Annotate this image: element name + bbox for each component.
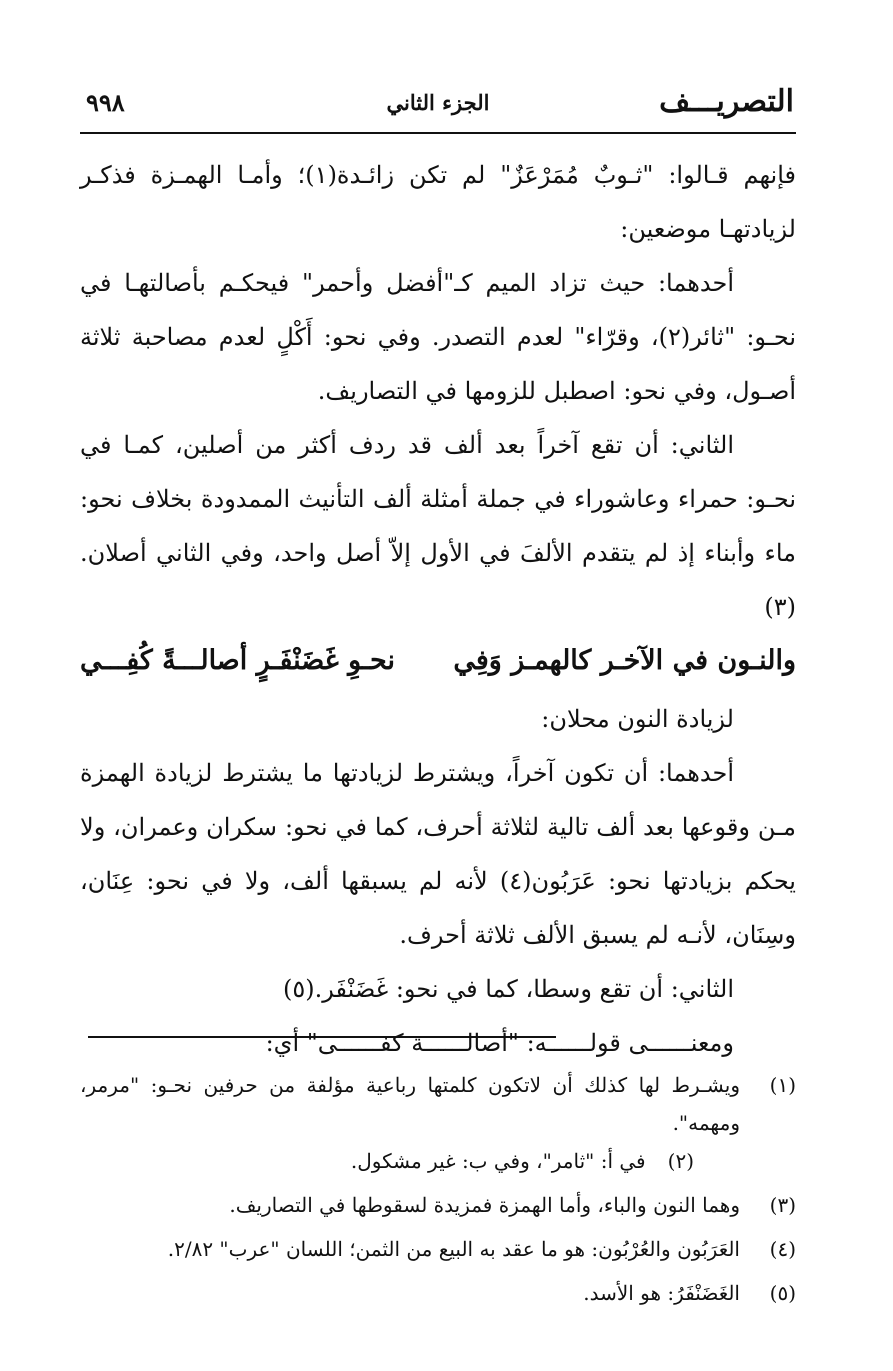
footnote-4 [80,1230,796,1268]
footnote-text: في أ: "ثامر"، وفي ب: غير مشكول. [350,1149,646,1173]
footnote-text: وهما النون والباء، وأما الهمزة فمزيدة لسقوطها في التصاريف. [229,1193,740,1217]
paragraph-3: الثاني: أن تقع آخراً بعد ألف قد ردف أكثر من أصلين، كمـا في نحـو: حمراء وعاشوراء في جملة أمثلة ألف التأنيث الممدودة بخلاف نحو: ماء وأبناء إذ لم يتقدم الألفَ في الأول إلاّ أصل واحد، وفي الثاني أصلان.(٣) [80,431,796,621]
footnote-number: (٣) [769,1193,796,1217]
footnotes [80,1066,796,1318]
footnote-text: العَرَبُون والعُرْبُون: هو ما عقد به البيع من الثمن؛ اللسان "عرب" ٢/٨٢. [167,1237,740,1261]
page-number: ٩٩٨ [86,88,125,117]
verse-first-hemistich: والنـون في الآخـر كالهمـز وَفِي [453,645,796,676]
volume-label: الجزء الثاني [386,90,490,115]
footnote-1 [80,1066,796,1180]
verse-second-hemistich: نحـوِ غَضَنْفَـرٍ أصالـــةً كُفِـــي [80,645,395,676]
footnote-number: (٥) [769,1281,796,1305]
paragraph-5: أحدهما: أن تكون آخراً، ويشترط لزيادتها ما يشترط لزيادة الهمزة مـن وقوعها بعد ألف تالية لثلاثة أحرف، كما في نحو: سكران وعمران، ولا يحكم بزيادتها نحو: عَرَبُون(٤) لأنه لم يسبقها ألف، ولا في نحو: عِنَان، وسِنَان، لأنـه لم يسبق الألف ثلاثة أحرف. [80,759,796,949]
paragraph-7: ومعنــــــى قولــــــه: "أصالــــــة كفــــــى" أي: [265,1029,734,1057]
book-page [80,0,796,1371]
footnote-3 [80,1186,796,1224]
footnote-2-inline [80,1142,740,1180]
footnote-5 [80,1274,796,1312]
paragraph-1: فإنهم قـالوا: "ثـوبٌ مُمَرْعَزٌ" لم تكن زائـدة(١)؛ وأمـا الهمـزة فذكـر لزيادتهـا موضعين: [80,161,796,243]
paragraph-2: أحدهما: حيث تزاد الميم كـ"أفضل وأحمر" فيحكـم بأصالتهـا في نحـو: "ثائر(٢)، وقرّاء" لعدم التصدر. وفي نحو: أَكْلٍ لعدم مصاحبة ثلاثة أصـول، وفي نحو: اصطبل للزومها في التصاريف. [80,269,796,405]
paragraph-4: لزيادة النون محلان: [541,705,734,733]
running-header [80,84,796,124]
footnote-text: ويشـرط لها كذلك أن لاتكون كلمتها رباعية مؤلفة من حرفين نحـو: "مرمر، ومهمه". [80,1073,740,1135]
header-rule [80,132,796,134]
footnote-text: الغَضَنْفَرُ: هو الأسد. [583,1281,740,1305]
verse-line [80,636,796,686]
chapter-title: التصريـــف [659,84,794,119]
main-text [80,148,796,1070]
footnote-number: (٤) [769,1237,796,1261]
paragraph-6: الثاني: أن تقع وسطا، كما في نحو: غَضَنْفَر.(٥) [282,975,734,1003]
footnote-number: (١) [769,1073,796,1097]
footnote-number: (٢) [667,1149,694,1173]
footnote-rule [88,1036,556,1038]
